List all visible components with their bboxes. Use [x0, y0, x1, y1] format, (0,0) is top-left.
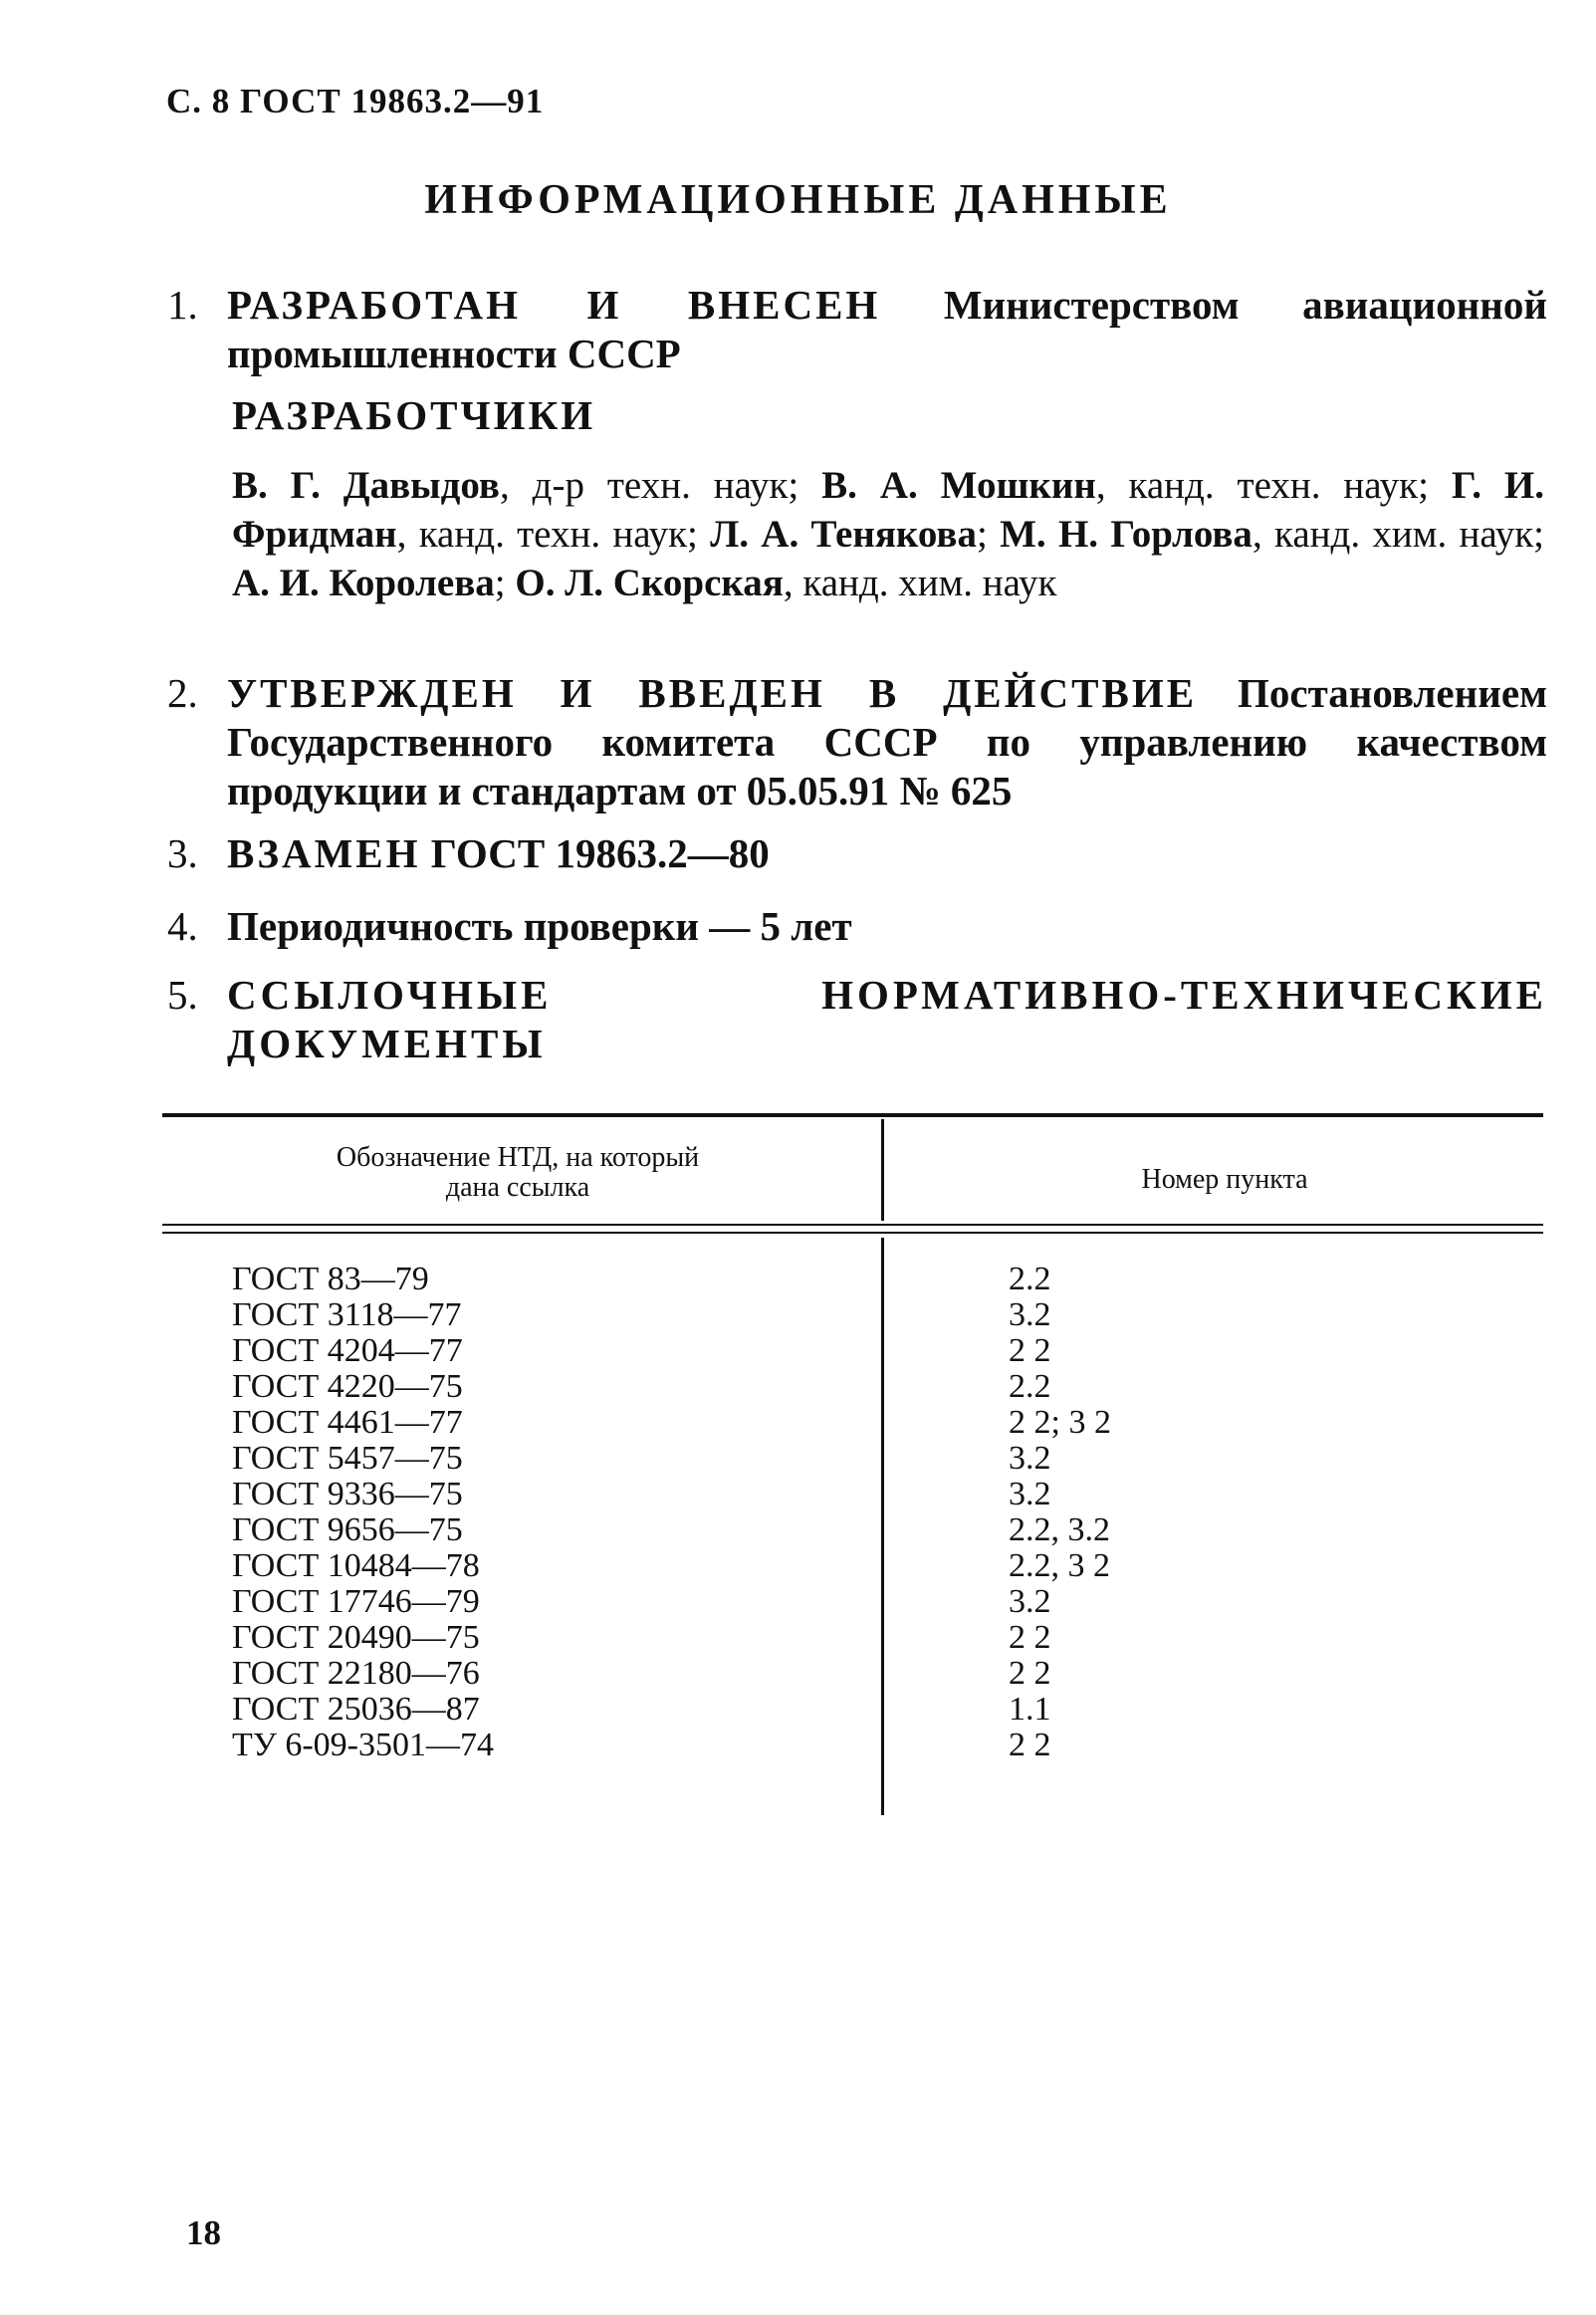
table-row: ГОСТ 17746—79	[232, 1583, 480, 1620]
item-number: 3.	[167, 830, 198, 876]
table-row: ГОСТ 10484—78	[232, 1547, 480, 1584]
developer-name: Л. А. Тенякова	[710, 513, 977, 556]
page-header: С. 8 ГОСТ 19863.2—91	[166, 82, 545, 120]
table-cell-point: 2 2; 3 2	[1009, 1404, 1111, 1441]
developers-list	[232, 461, 1544, 607]
item-text: Министерством авиационной промышленности СССР	[227, 282, 1548, 376]
item-text: Периодичность проверки — 5 лет	[227, 903, 852, 949]
table-cell-point: 2.2	[1009, 1368, 1051, 1405]
developer-name: А. И. Королева	[232, 562, 495, 604]
table-row: ТУ 6-09-3501—74	[232, 1727, 494, 1763]
item-number: 5.	[167, 972, 198, 1018]
table-row: ГОСТ 20490—75	[232, 1619, 480, 1656]
developer-title: ;	[494, 562, 516, 604]
table-header-rule-2	[162, 1232, 1543, 1234]
item-number: 1.	[167, 282, 198, 328]
table-row: ГОСТ 9336—75	[232, 1476, 463, 1512]
developer-name: М. Н. Горлова	[1000, 513, 1253, 556]
item-text: ГОСТ 19863.2—80	[430, 830, 770, 876]
developer-title: , канд. хим. наук;	[1252, 513, 1544, 556]
table-row: ГОСТ 25036—87	[232, 1691, 480, 1728]
item-number: 2.	[167, 670, 198, 716]
developer-title: , канд. техн. наук;	[1095, 464, 1452, 507]
item-caps: ВЗАМЕН	[227, 830, 421, 876]
list-item-4	[167, 902, 1551, 952]
developer-name: В. Г. Давыдов	[232, 464, 500, 507]
developer-title: , канд. техн. наук;	[396, 513, 711, 556]
table-row: ГОСТ 9656—75	[232, 1511, 463, 1548]
table-cell-point: 1.1	[1009, 1691, 1051, 1728]
developer-name: О. Л. Скорская	[515, 562, 784, 604]
table-cell-point: 3.2	[1009, 1583, 1051, 1620]
item-caps: УТВЕРЖДЕН И ВВЕДЕН В ДЕЙСТВИЕ	[227, 670, 1198, 716]
table-column-divider-body	[881, 1238, 884, 1815]
table-cell-point: 3.2	[1009, 1476, 1051, 1512]
list-item-5	[167, 971, 1551, 1070]
column-header-reference: Обозначение НТД, на который дана ссылка	[336, 1142, 700, 1203]
list-item-3	[167, 829, 1551, 879]
table-row: ГОСТ 22180—76	[232, 1655, 480, 1692]
table-top-rule	[162, 1113, 1543, 1117]
table-column-divider	[881, 1119, 884, 1221]
list-item-1	[167, 281, 1551, 380]
table-cell-point: 2 2	[1009, 1332, 1051, 1369]
item-number: 4.	[167, 903, 198, 949]
developer-title: , канд. хим. наук	[783, 562, 1057, 604]
table-cell-point: 3.2	[1009, 1440, 1051, 1477]
table-cell-point: 2 2	[1009, 1655, 1051, 1692]
table-row: ГОСТ 5457—75	[232, 1440, 463, 1477]
table-row: ГОСТ 4204—77	[232, 1332, 463, 1369]
table-row: ГОСТ 4461—77	[232, 1404, 463, 1441]
developer-name: В. А. Мошкин	[821, 464, 1096, 507]
table-row: ГОСТ 3118—77	[232, 1296, 462, 1333]
developer-title: ;	[976, 513, 1001, 556]
table-point-column	[1009, 1262, 1111, 1763]
table-cell-point: 2 2	[1009, 1727, 1051, 1763]
page-number: 18	[186, 2213, 221, 2252]
table-reference-column	[232, 1262, 494, 1763]
developers-heading: РАЗРАБОТЧИКИ	[232, 392, 596, 438]
table-cell-point: 2.2	[1009, 1261, 1051, 1297]
column-header-point: Номер пункта	[1141, 1164, 1308, 1195]
item-text: Постановлением Государственного комитета СССР по управлению качеством продукции и стандартам от 05.05.91 № 625	[227, 670, 1548, 813]
item-caps: ССЫЛОЧНЫЕ НОРМАТИВНО-ТЕХНИЧЕСКИЕ ДОКУМЕНТЫ	[227, 972, 1547, 1066]
table-cell-point: 2.2, 3.2	[1009, 1511, 1110, 1548]
table-row: ГОСТ 83—79	[232, 1261, 429, 1297]
table-cell-point: 2 2	[1009, 1619, 1051, 1656]
table-header-rule	[162, 1224, 1543, 1226]
item-caps: РАЗРАБОТАН И ВНЕСЕН	[227, 282, 881, 328]
table-cell-point: 3.2	[1009, 1296, 1051, 1333]
table-row: ГОСТ 4220—75	[232, 1368, 463, 1405]
table-cell-point: 2.2, 3 2	[1009, 1547, 1110, 1584]
developer-title: , д-р техн. наук;	[499, 464, 822, 507]
developer-name: Г. И. Фридман	[232, 464, 1544, 556]
page-title: ИНФОРМАЦИОННЫЕ ДАННЫЕ	[424, 177, 1172, 223]
list-item-2	[167, 669, 1551, 818]
